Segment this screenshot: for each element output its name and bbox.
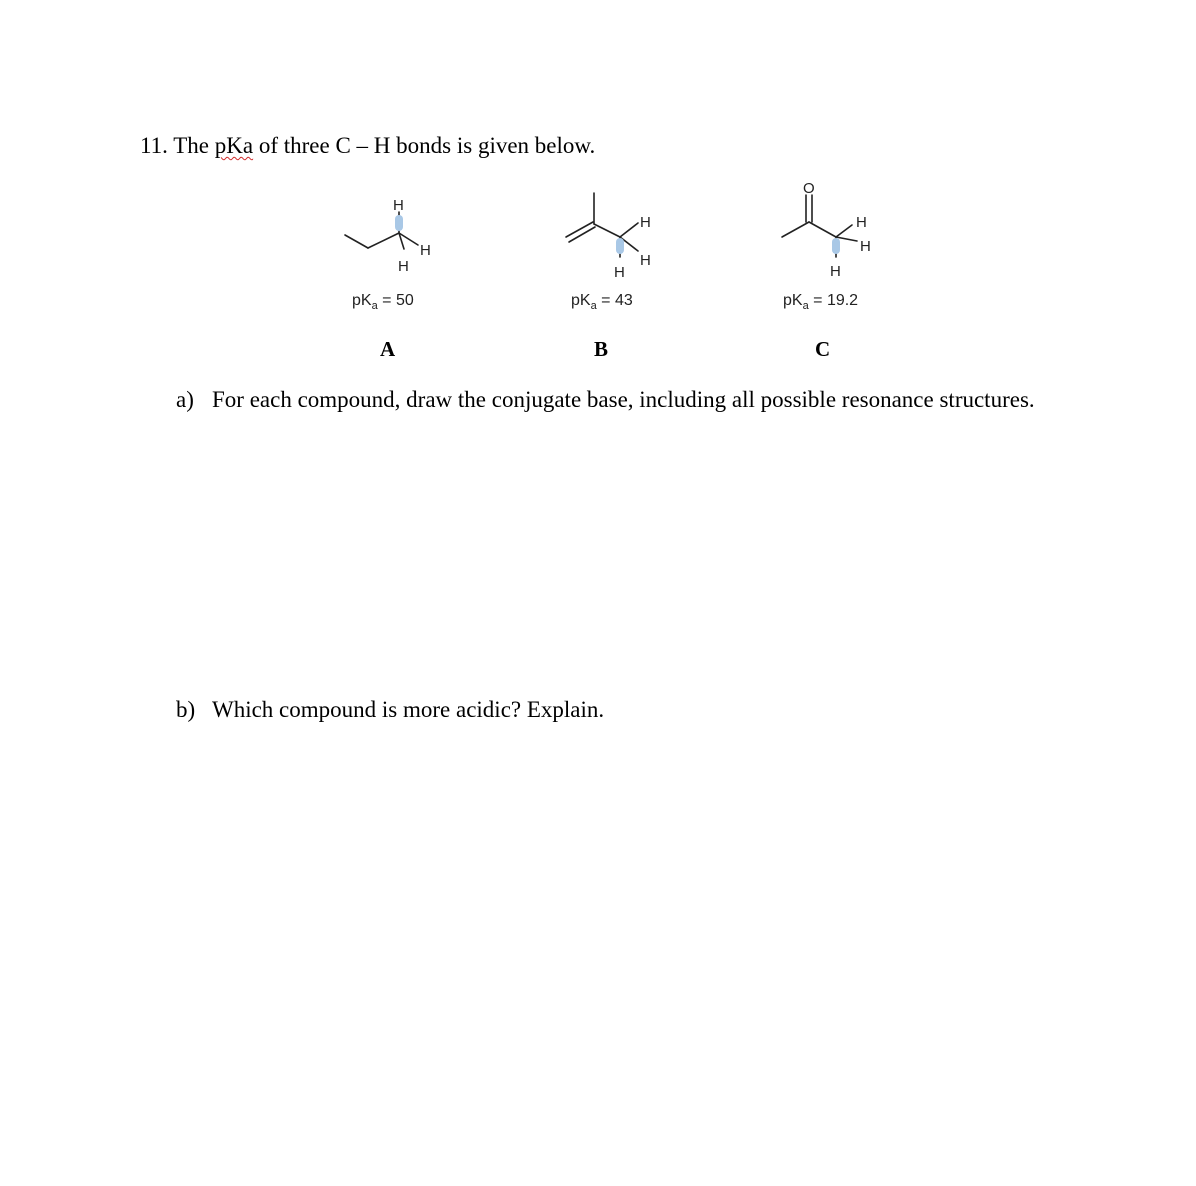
- compound-letter-b: B: [594, 337, 609, 361]
- pka-term: pKa: [214, 133, 254, 158]
- molecule-c-pka: $pK_a = 19.2$: [783, 292, 859, 312]
- molecule-c-highlight: [832, 238, 840, 254]
- molecule-c-structure: [782, 195, 857, 257]
- molecule-a-atom-label: H: [393, 197, 404, 214]
- part-b: [176, 697, 604, 723]
- question-text-after: of three C – H bonds is given below.: [253, 133, 596, 158]
- molecule-c-atom-label: H: [830, 263, 841, 280]
- compound-letter-a: A: [380, 337, 396, 361]
- part-a-label: a): [176, 387, 194, 412]
- part-b-text: Which compound is more acidic? Explain.: [212, 697, 605, 722]
- part-a-text: For each compound, draw the conjugate base, including all possible resonance structures.: [212, 387, 1035, 412]
- question-number: 11.: [140, 133, 168, 158]
- molecule-b-atom-label: H: [640, 214, 651, 231]
- question-title: [140, 133, 595, 159]
- part-b-label: b): [176, 697, 196, 722]
- molecule-c-atom-label: O: [803, 180, 815, 197]
- molecule-a-pka: $pK_a = 50$: [352, 292, 414, 312]
- molecule-a-atom-label: H: [420, 242, 431, 259]
- part-a: [176, 387, 1035, 413]
- molecule-c-atom-label: H: [860, 238, 871, 255]
- molecule-b-structure: [566, 193, 638, 257]
- molecule-figure: [0, 175, 1196, 320]
- molecule-c-atom-label: H: [856, 214, 867, 231]
- molecule-b-pka: $pK_a = 43$: [571, 292, 633, 312]
- molecule-a-atom-label: H: [398, 258, 409, 275]
- molecule-figure-svg: [0, 175, 1196, 320]
- molecule-b-highlight: [616, 238, 624, 254]
- molecule-b-atom-label: H: [614, 264, 625, 281]
- molecule-a-structure: [345, 212, 418, 249]
- molecule-b-atom-label: H: [640, 252, 651, 269]
- molecule-a-highlight: [395, 215, 403, 231]
- question-text-before: The: [173, 133, 215, 158]
- compound-letter-c: C: [815, 337, 831, 361]
